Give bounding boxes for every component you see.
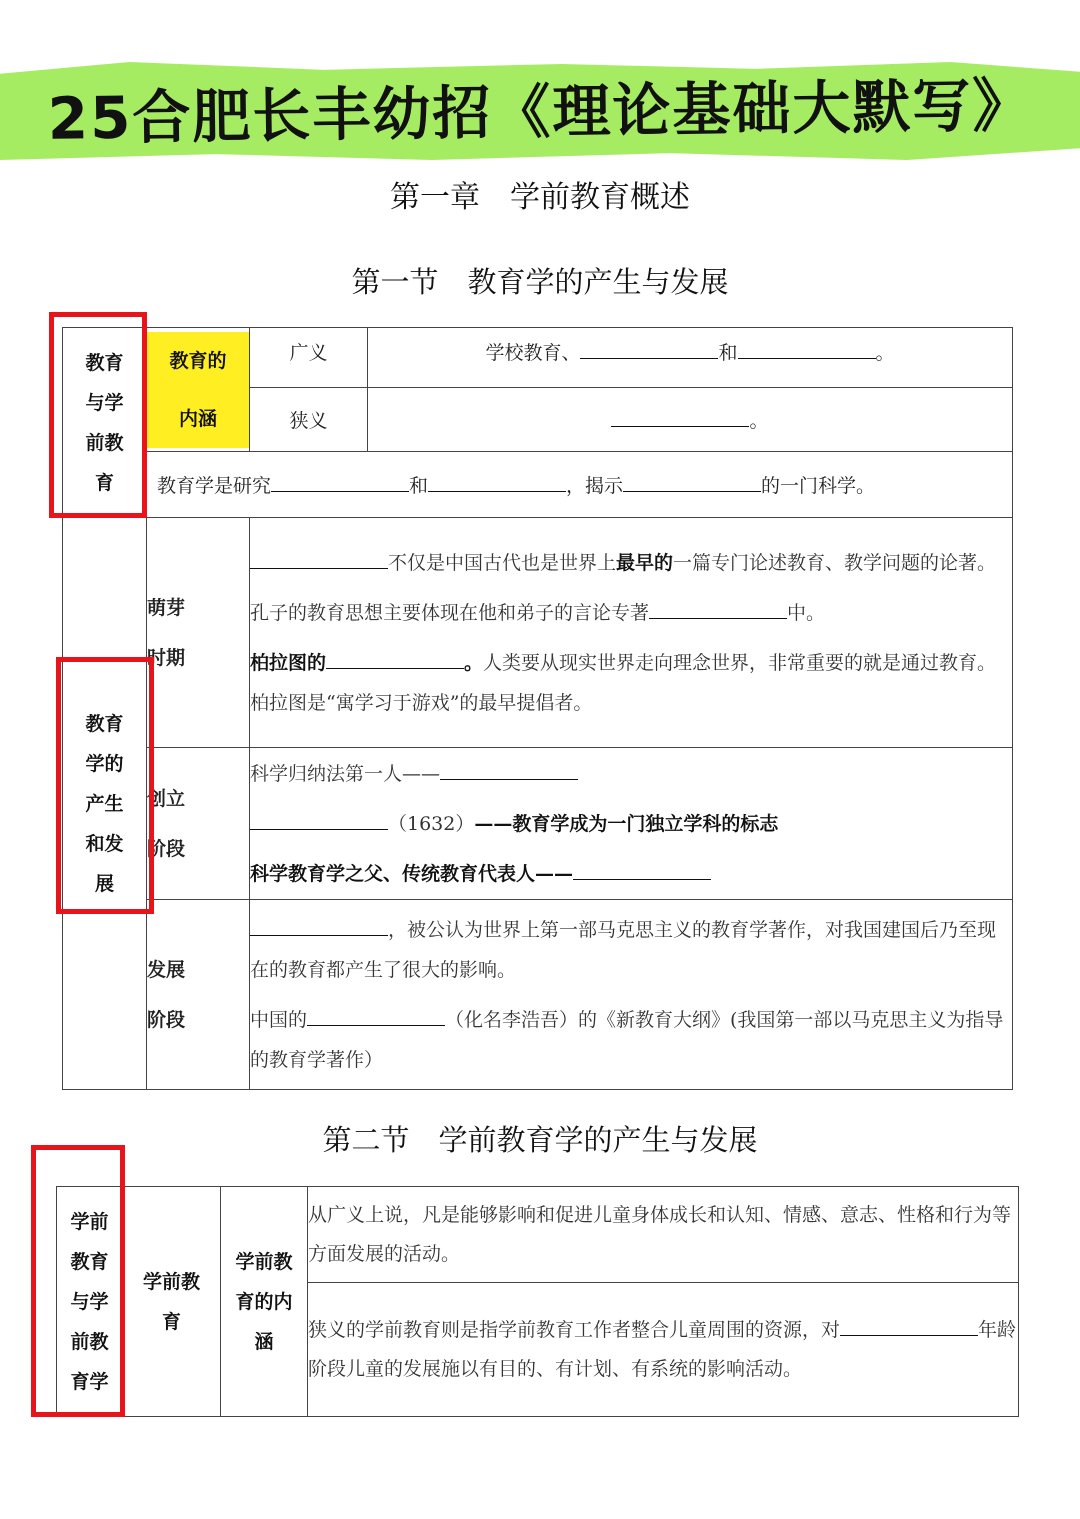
fill-blank[interactable]	[250, 811, 388, 830]
stage-label-budding: 萌芽 时期	[147, 518, 250, 748]
preschool-narrow: 狭义的学前教育则是指学前教育工作者整合儿童周围的资源，对 年龄阶段儿童的发展施以有目的、有计划、有系统的影响活动。	[308, 1283, 1019, 1417]
fill-blank[interactable]	[428, 473, 566, 492]
label-preschool-connotation: 学前教 育的内 涵	[221, 1187, 308, 1417]
fill-blank[interactable]	[580, 340, 718, 359]
fill-blank[interactable]	[326, 650, 464, 669]
fill-blank[interactable]	[840, 1317, 978, 1336]
stage-label-growth: 发展 阶段	[147, 900, 250, 1090]
fill-blank[interactable]	[611, 408, 749, 427]
fill-blank[interactable]	[649, 600, 787, 619]
fill-blank[interactable]	[250, 550, 388, 569]
fill-blank[interactable]	[623, 473, 761, 492]
table-preschool-education	[56, 1186, 1019, 1417]
fill-blank[interactable]	[573, 861, 711, 880]
table-pedagogy-development	[62, 517, 1013, 1090]
stage-content-growth: ，被公认为世界上第一部马克思主义的教育学著作，对我国建国后乃至现在的教育都产生了很大的影响。 中国的 （化名李浩吾）的《新教育大纲》(我国第一部以马克思主义为指导的教育学著作）	[250, 900, 1013, 1090]
label-broad: 广义	[250, 328, 368, 388]
row-label-development: 教育 学的 产生 和发 展	[63, 518, 147, 1090]
preschool-broad: 从广义上说，凡是能够影响和促进儿童身体成长和认知、情感、意志、性格和行为等方面发展的活动。	[308, 1187, 1019, 1283]
pedagogy-definition: 教育学是研究 和 ，揭示 的一门科学。	[147, 452, 1013, 518]
stage-content-founding: 科学归纳法第一人—— （1632）——教育学成为一门独立学科的标志 科学教育学之父、传统教育代表人——	[250, 748, 1013, 900]
section2-title: 第二节 学前教育学的产生与发展	[322, 1123, 758, 1157]
label-preschool-education: 学前教 育	[123, 1187, 221, 1417]
row-label-education: 教育 与学 前教 育	[63, 328, 147, 518]
row-label-preschool: 学前 教育 与学 前教 育学	[57, 1187, 123, 1417]
broad-definition: 学校教育、 和 。	[368, 328, 1013, 388]
fill-blank[interactable]	[271, 473, 409, 492]
stage-label-founding: 创立 阶段	[147, 748, 250, 900]
stage-content-budding: 不仅是中国古代也是世界上最早的一篇专门论述教育、教学问题的论著。 孔子的教育思想主要体现在他和弟子的言论专著 中。 柏拉图的 。人类要从现实世界走向理念世界，非常重要的就是通过教育。柏拉图是“寓学习于游戏”的最早提倡者。	[250, 518, 1013, 748]
narrow-definition: 。	[368, 388, 1013, 452]
label-narrow: 狭义	[250, 388, 368, 452]
fill-blank[interactable]	[307, 1007, 445, 1026]
fill-blank[interactable]	[738, 340, 876, 359]
row-label-connotation: 教育的 内涵	[147, 328, 250, 452]
table-education-concept	[62, 327, 1013, 518]
fill-blank[interactable]	[250, 917, 388, 936]
chapter-title: 第一章 学前教育概述	[390, 180, 690, 215]
page-title: 25合肥长丰幼招《理论基础大默写》	[47, 71, 1033, 153]
fill-blank[interactable]	[440, 761, 578, 780]
section1-title: 第一节 教育学的产生与发展	[351, 265, 729, 299]
